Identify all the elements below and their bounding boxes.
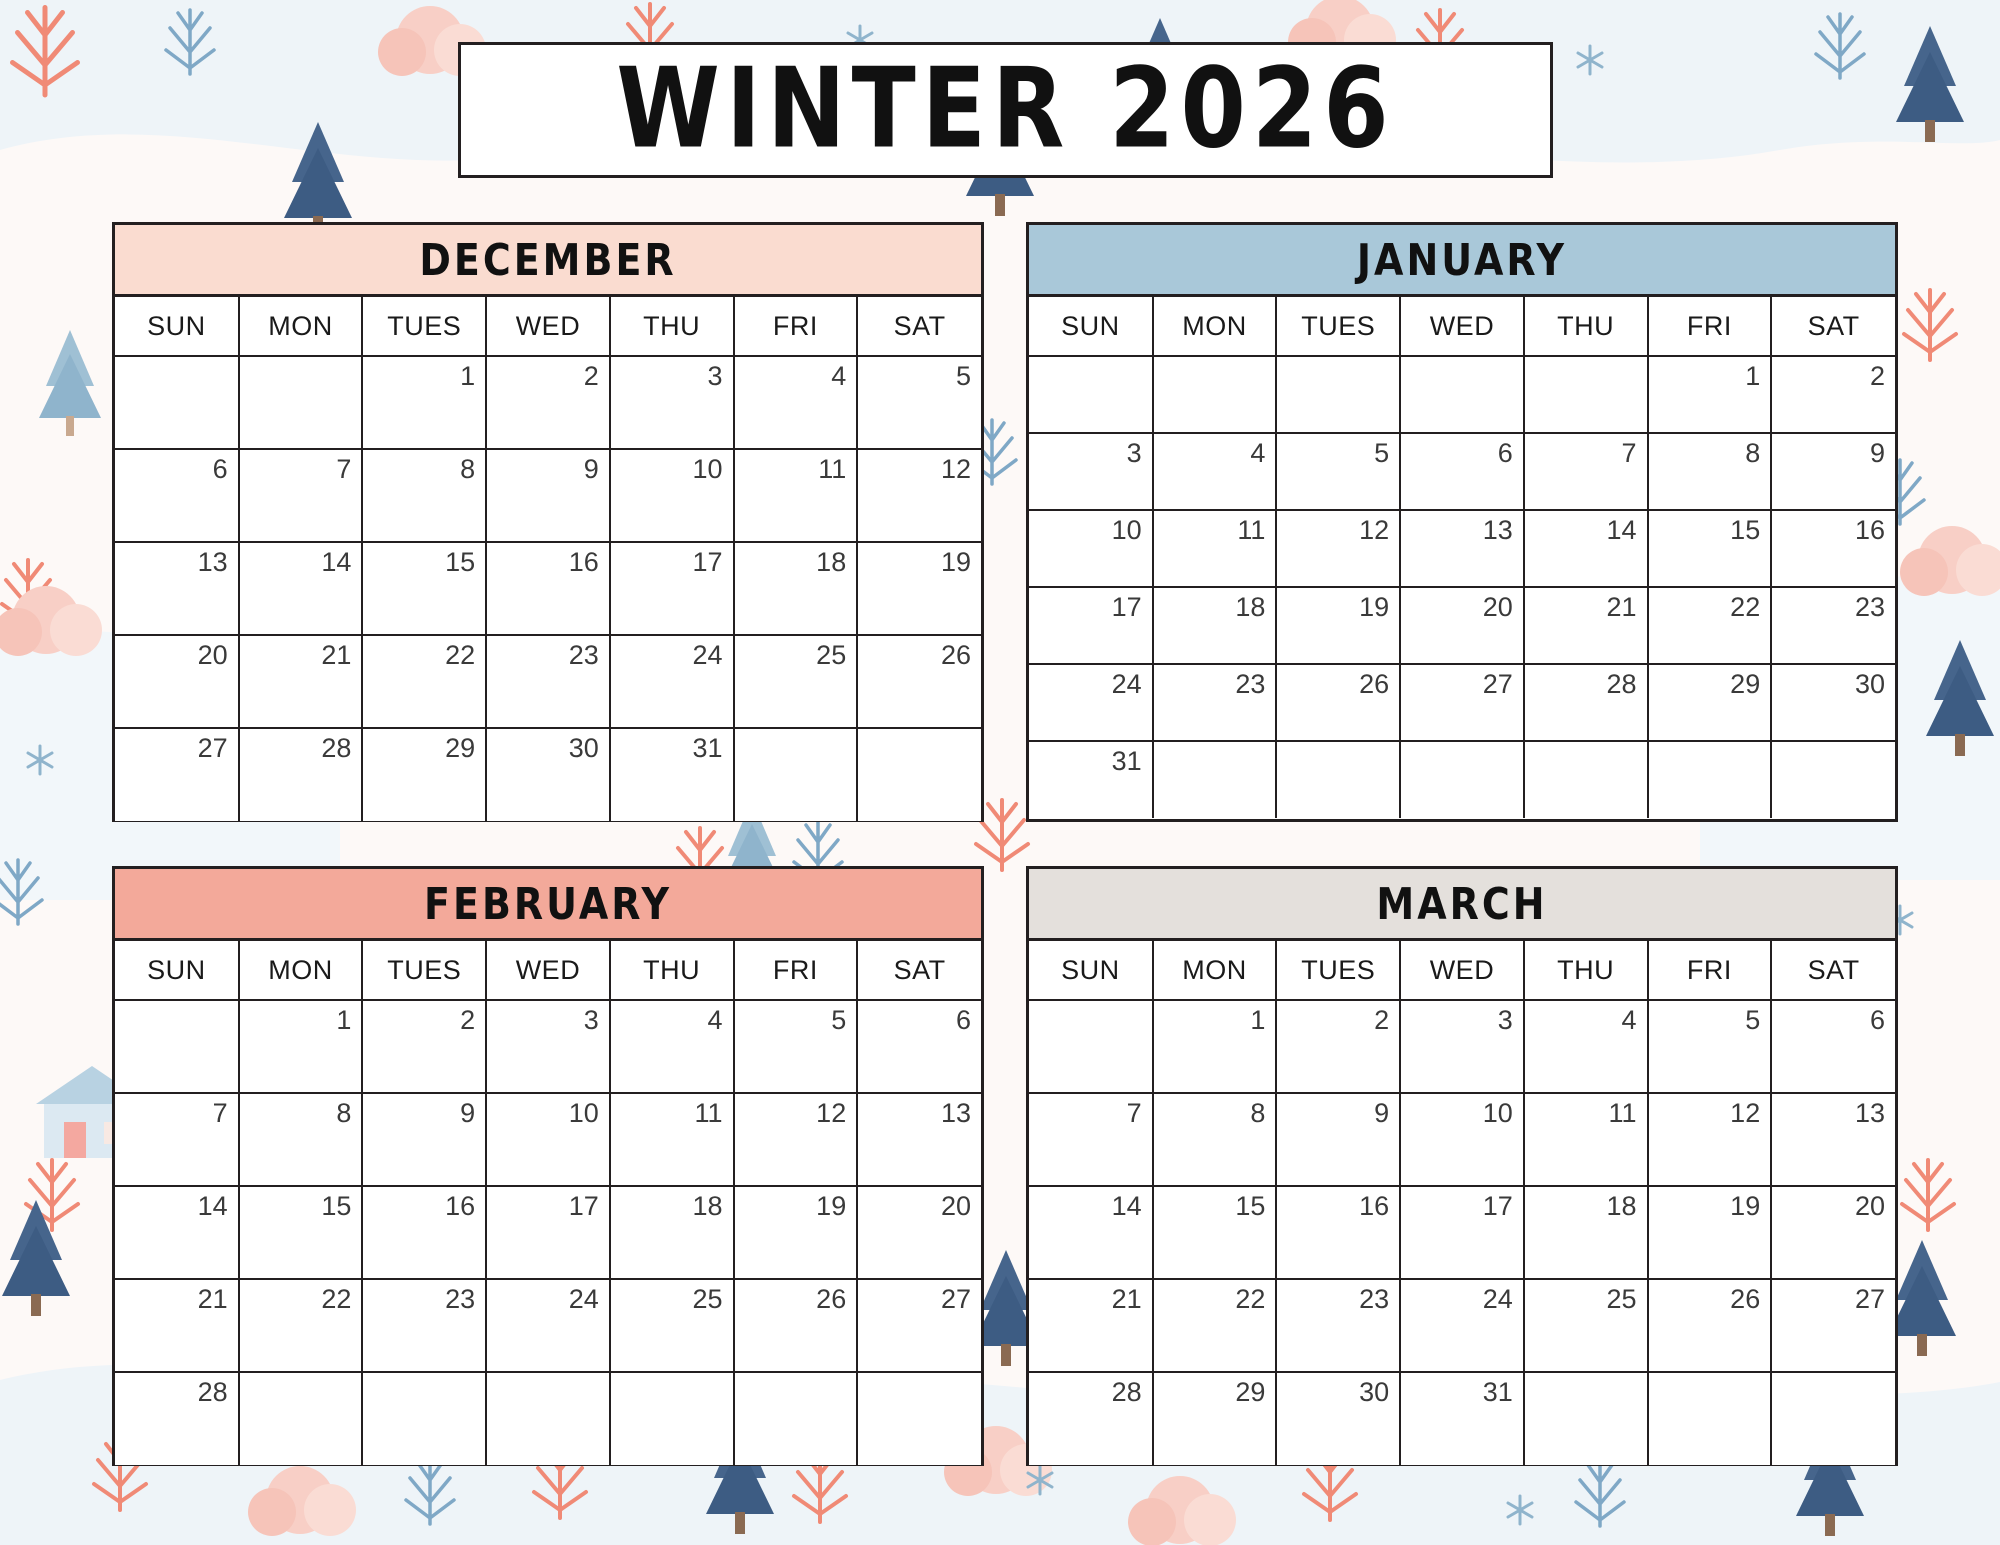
day-cell[interactable]: 24 [610,635,734,728]
calendar-grid-march [1029,941,1895,1465]
day-cell[interactable] [1029,1000,1153,1093]
day-cell[interactable]: 11 [1524,1093,1648,1186]
day-cell[interactable]: 4 [1153,433,1277,510]
day-cell[interactable]: 20 [857,1186,981,1279]
month-name: MARCH [1376,878,1548,929]
day-cell[interactable]: 26 [857,635,981,728]
day-cell[interactable]: 16 [1276,1186,1400,1279]
day-cell[interactable]: 16 [362,1186,486,1279]
day-cell[interactable]: 27 [857,1279,981,1372]
day-cell[interactable]: 27 [115,728,239,821]
day-cell[interactable]: 2 [1771,356,1895,433]
weekday-wed: WED [486,297,610,356]
day-cell[interactable]: 26 [734,1279,858,1372]
weekday-sun: SUN [115,941,239,1000]
day-cell[interactable]: 25 [734,635,858,728]
day-cell[interactable] [1771,1372,1895,1465]
day-cell[interactable] [239,1372,363,1465]
day-cell[interactable]: 5 [857,356,981,449]
day-cell[interactable]: 10 [486,1093,610,1186]
day-cell[interactable]: 7 [239,449,363,542]
month-name: FEBRUARY [424,878,672,929]
weekday-fri: FRI [734,297,858,356]
week-row [115,1186,981,1279]
day-cell[interactable]: 2 [486,356,610,449]
day-cell[interactable]: 28 [1524,664,1648,741]
page-title: WINTER 2026 [616,45,1395,174]
week-row [1029,1372,1895,1465]
day-cell[interactable]: 23 [1153,664,1277,741]
month-header-march [1029,869,1895,941]
week-row [115,1093,981,1186]
calendar-grid-january [1029,297,1895,818]
day-cell[interactable] [1276,356,1400,433]
weekday-header-row [115,297,981,356]
weekday-fri: FRI [1648,941,1772,1000]
day-cell[interactable]: 4 [610,1000,734,1093]
day-cell[interactable]: 13 [857,1093,981,1186]
week-row [115,449,981,542]
calendar-grid-december [115,297,981,821]
day-cell[interactable] [1524,1372,1648,1465]
day-cell[interactable] [734,1372,858,1465]
day-cell[interactable] [1524,741,1648,818]
day-cell[interactable]: 24 [1400,1279,1524,1372]
day-cell[interactable]: 18 [610,1186,734,1279]
day-cell[interactable]: 1 [1153,1000,1277,1093]
day-cell[interactable]: 1 [1648,356,1772,433]
day-cell[interactable]: 10 [610,449,734,542]
day-cell[interactable]: 19 [734,1186,858,1279]
weekday-mon: MON [239,297,363,356]
day-cell[interactable]: 27 [1400,664,1524,741]
day-cell[interactable]: 9 [1276,1093,1400,1186]
week-row [1029,1186,1895,1279]
day-cell[interactable]: 20 [115,635,239,728]
day-cell[interactable]: 25 [1524,1279,1648,1372]
day-cell[interactable]: 19 [857,542,981,635]
weekday-mon: MON [1153,297,1277,356]
day-cell[interactable]: 1 [362,356,486,449]
weekday-header-row [115,941,981,1000]
day-cell[interactable] [734,728,858,821]
day-cell[interactable] [1276,741,1400,818]
day-cell[interactable]: 7 [1029,1093,1153,1186]
week-row [115,356,981,449]
day-cell[interactable] [115,1000,239,1093]
week-row [1029,587,1895,664]
calendar-title-box [458,42,1553,178]
day-cell[interactable] [857,1372,981,1465]
day-cell[interactable] [857,728,981,821]
day-cell[interactable]: 28 [115,1372,239,1465]
day-cell[interactable]: 31 [1400,1372,1524,1465]
day-cell[interactable]: 11 [610,1093,734,1186]
day-cell[interactable] [239,356,363,449]
day-cell[interactable]: 2 [362,1000,486,1093]
day-cell[interactable]: 24 [486,1279,610,1372]
week-row [115,542,981,635]
day-cell[interactable]: 15 [1153,1186,1277,1279]
day-cell[interactable]: 12 [857,449,981,542]
day-cell[interactable]: 6 [1771,1000,1895,1093]
month-block-january [1026,222,1898,822]
day-cell[interactable] [610,1372,734,1465]
day-cell[interactable]: 21 [115,1279,239,1372]
day-cell[interactable]: 8 [1153,1093,1277,1186]
day-cell[interactable]: 6 [1400,433,1524,510]
day-cell[interactable]: 13 [1771,1093,1895,1186]
day-cell[interactable]: 15 [239,1186,363,1279]
week-row [1029,1000,1895,1093]
day-cell[interactable]: 7 [1524,433,1648,510]
day-cell[interactable]: 5 [1648,1000,1772,1093]
day-cell[interactable]: 21 [239,635,363,728]
month-name: JANUARY [1356,234,1568,285]
day-cell[interactable]: 9 [362,1093,486,1186]
day-cell[interactable] [1029,356,1153,433]
week-row [1029,356,1895,433]
day-cell[interactable]: 31 [610,728,734,821]
day-cell[interactable] [486,1372,610,1465]
day-cell[interactable]: 14 [1524,510,1648,587]
day-cell[interactable]: 28 [1029,1372,1153,1465]
day-cell[interactable]: 3 [1029,433,1153,510]
weekday-sat: SAT [1771,941,1895,1000]
day-cell[interactable]: 28 [239,728,363,821]
week-row [1029,664,1895,741]
day-cell[interactable]: 23 [1771,587,1895,664]
day-cell[interactable]: 12 [734,1093,858,1186]
weekday-header-row [1029,941,1895,1000]
day-cell[interactable]: 17 [610,542,734,635]
weekday-fri: FRI [734,941,858,1000]
day-cell[interactable]: 8 [362,449,486,542]
month-header-december [115,225,981,297]
day-cell[interactable] [1153,356,1277,433]
day-cell[interactable] [1153,741,1277,818]
day-cell[interactable]: 30 [486,728,610,821]
day-cell[interactable]: 12 [1648,1093,1772,1186]
day-cell[interactable]: 11 [734,449,858,542]
month-block-march [1026,866,1898,1466]
day-cell[interactable]: 17 [1400,1186,1524,1279]
week-row [1029,1093,1895,1186]
day-cell[interactable] [1400,356,1524,433]
day-cell[interactable]: 22 [1153,1279,1277,1372]
week-row [115,1279,981,1372]
day-cell[interactable]: 18 [734,542,858,635]
day-cell[interactable]: 15 [1648,510,1772,587]
day-cell[interactable]: 20 [1771,1186,1895,1279]
week-row [115,728,981,821]
day-cell[interactable] [1648,741,1772,818]
week-row [115,1000,981,1093]
day-cell[interactable]: 18 [1524,1186,1648,1279]
day-cell[interactable]: 29 [1648,664,1772,741]
day-cell[interactable]: 26 [1648,1279,1772,1372]
day-cell[interactable]: 15 [362,542,486,635]
weekday-wed: WED [1400,297,1524,356]
weekday-sun: SUN [1029,941,1153,1000]
day-cell[interactable]: 31 [1029,741,1153,818]
month-block-december [112,222,984,822]
week-row [1029,510,1895,587]
day-cell[interactable] [1771,741,1895,818]
day-cell[interactable]: 10 [1400,1093,1524,1186]
day-cell[interactable]: 14 [239,542,363,635]
week-row [1029,741,1895,818]
day-cell[interactable] [1524,356,1648,433]
day-cell[interactable]: 10 [1029,510,1153,587]
weekday-tues: TUES [362,297,486,356]
day-cell[interactable]: 3 [610,356,734,449]
day-cell[interactable]: 17 [1029,587,1153,664]
weekday-header-row [1029,297,1895,356]
day-cell[interactable]: 27 [1771,1279,1895,1372]
day-cell[interactable]: 4 [1524,1000,1648,1093]
day-cell[interactable]: 5 [734,1000,858,1093]
day-cell[interactable]: 7 [115,1093,239,1186]
weekday-fri: FRI [1648,297,1772,356]
day-cell[interactable]: 19 [1648,1186,1772,1279]
day-cell[interactable] [115,356,239,449]
weekday-sat: SAT [857,941,981,1000]
weekday-thu: THU [610,297,734,356]
day-cell[interactable] [1400,741,1524,818]
day-cell[interactable]: 30 [1276,1372,1400,1465]
day-cell[interactable]: 13 [115,542,239,635]
day-cell[interactable]: 12 [1276,510,1400,587]
day-cell[interactable]: 29 [1153,1372,1277,1465]
weekday-wed: WED [1400,941,1524,1000]
day-cell[interactable]: 29 [362,728,486,821]
weekday-thu: THU [1524,941,1648,1000]
day-cell[interactable]: 2 [1276,1000,1400,1093]
day-cell[interactable]: 14 [115,1186,239,1279]
day-cell[interactable]: 9 [1771,433,1895,510]
day-cell[interactable]: 22 [239,1279,363,1372]
weekday-sat: SAT [857,297,981,356]
day-cell[interactable]: 17 [486,1186,610,1279]
weekday-thu: THU [1524,297,1648,356]
day-cell[interactable]: 5 [1276,433,1400,510]
day-cell[interactable] [362,1372,486,1465]
weekday-sun: SUN [1029,297,1153,356]
day-cell[interactable]: 3 [486,1000,610,1093]
month-name: DECEMBER [419,234,677,285]
month-block-february [112,866,984,1466]
weekday-mon: MON [1153,941,1277,1000]
day-cell[interactable]: 20 [1400,587,1524,664]
day-cell[interactable]: 23 [486,635,610,728]
day-cell[interactable]: 23 [362,1279,486,1372]
weekday-tues: TUES [362,941,486,1000]
weekday-wed: WED [486,941,610,1000]
day-cell[interactable]: 8 [239,1093,363,1186]
day-cell[interactable] [1648,1372,1772,1465]
weekday-tues: TUES [1276,297,1400,356]
month-header-january [1029,225,1895,297]
weekday-tues: TUES [1276,941,1400,1000]
day-cell[interactable]: 24 [1029,664,1153,741]
day-cell[interactable]: 4 [734,356,858,449]
day-cell[interactable]: 19 [1276,587,1400,664]
day-cell[interactable]: 13 [1400,510,1524,587]
weekday-sun: SUN [115,297,239,356]
week-row [115,635,981,728]
day-cell[interactable]: 16 [486,542,610,635]
day-cell[interactable]: 22 [362,635,486,728]
calendar-grid-february [115,941,981,1465]
week-row [1029,1279,1895,1372]
day-cell[interactable]: 22 [1648,587,1772,664]
day-cell[interactable]: 14 [1029,1186,1153,1279]
weekday-thu: THU [610,941,734,1000]
day-cell[interactable]: 21 [1029,1279,1153,1372]
month-header-february [115,869,981,941]
day-cell[interactable]: 6 [857,1000,981,1093]
day-cell[interactable]: 8 [1648,433,1772,510]
weekday-sat: SAT [1771,297,1895,356]
day-cell[interactable]: 9 [486,449,610,542]
day-cell[interactable]: 6 [115,449,239,542]
weekday-mon: MON [239,941,363,1000]
week-row [115,1372,981,1465]
day-cell[interactable]: 3 [1400,1000,1524,1093]
day-cell[interactable]: 23 [1276,1279,1400,1372]
day-cell[interactable]: 16 [1771,510,1895,587]
day-cell[interactable]: 18 [1153,587,1277,664]
day-cell[interactable]: 25 [610,1279,734,1372]
day-cell[interactable]: 21 [1524,587,1648,664]
day-cell[interactable]: 26 [1276,664,1400,741]
day-cell[interactable]: 30 [1771,664,1895,741]
day-cell[interactable]: 11 [1153,510,1277,587]
day-cell[interactable]: 1 [239,1000,363,1093]
week-row [1029,433,1895,510]
